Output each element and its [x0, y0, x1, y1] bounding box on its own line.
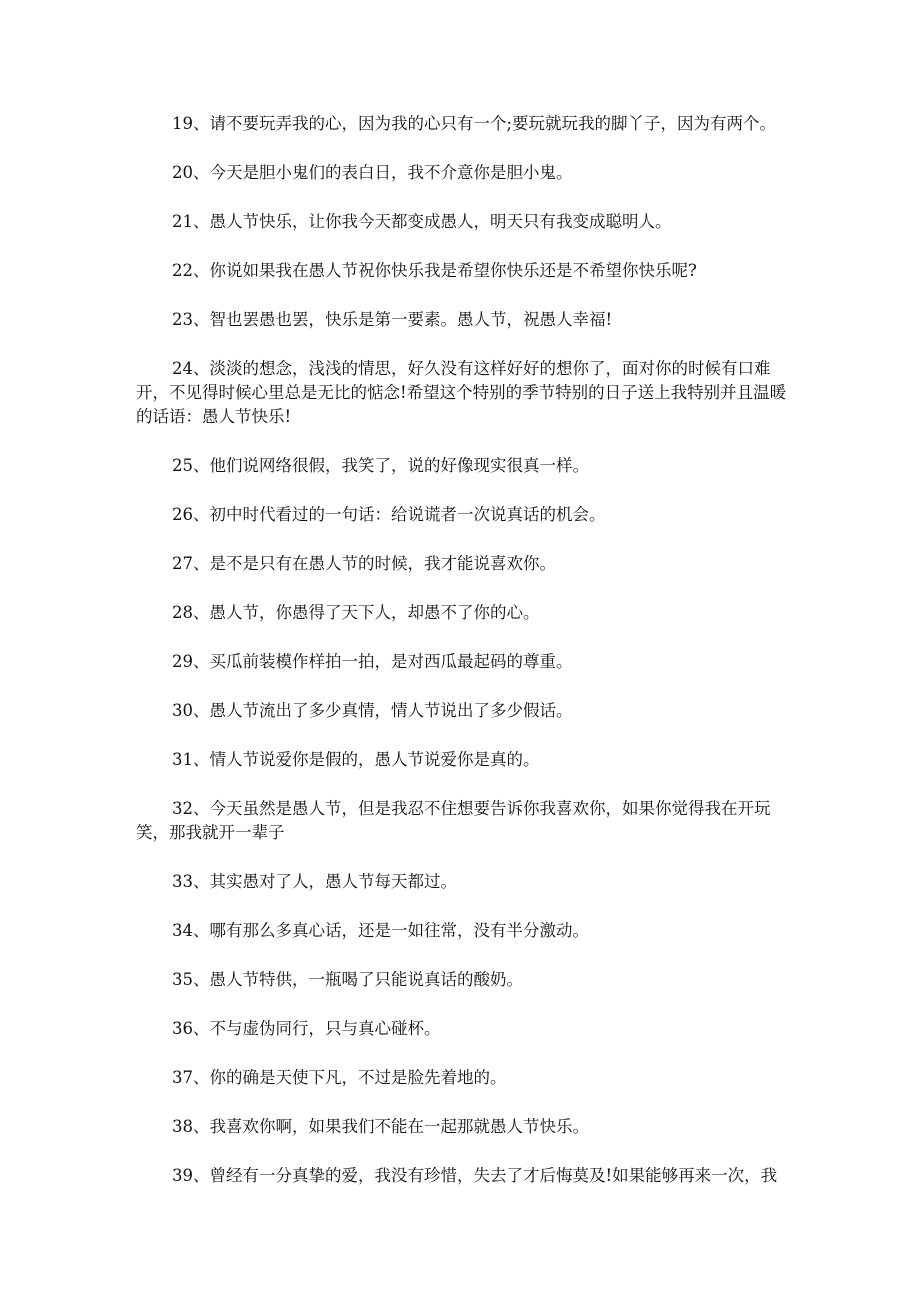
- paragraph-37: 37、你的确是天使下凡，不过是脸先着地的。: [172, 1068, 507, 1087]
- paragraph-30: 30、愚人节流出了多少真情，情人节说出了多少假话。: [172, 701, 573, 720]
- paragraph-33: 33、其实愚对了人，愚人节每天都过。: [172, 872, 457, 891]
- paragraph-31: 31、情人节说爱你是假的，愚人节说爱你是真的。: [172, 750, 540, 769]
- paragraph-26: 26、初中时代看过的一句话：给说谎者一次说真话的机会。: [172, 505, 606, 524]
- paragraph-39: 39、曾经有一分真挚的爱，我没有珍惜，失去了才后悔莫及!如果能够再来一次，我: [172, 1166, 778, 1185]
- paragraph-27: 27、是不是只有在愚人节的时候，我才能说喜欢你。: [172, 554, 556, 573]
- paragraph-35: 35、愚人节特供，一瓶喝了只能说真话的酸奶。: [172, 970, 523, 989]
- paragraph-23: 23、智也罢愚也罢，快乐是第一要素。愚人节，祝愚人幸福!: [172, 310, 613, 329]
- paragraph-19: 19、请不要玩弄我的心，因为我的心只有一个;要玩就玩我的脚丫子，因为有两个。: [172, 114, 777, 133]
- paragraph-24: 24、淡淡的想念，浅浅的情思，好久没有这样好好的想你了，面对你的时候有口难开，不见得时候心里总是无比的惦念!希望这个特别的季节特别的日子送上我特别并且温暖的话语：愚人节快乐!: [136, 359, 787, 426]
- paragraph-28: 28、愚人节，你愚得了天下人，却愚不了你的心。: [172, 603, 540, 622]
- document-body: [136, 112, 796, 1188]
- paragraph-25: 25、他们说网络很假，我笑了，说的好像现实很真一样。: [172, 456, 589, 475]
- paragraph-34: 34、哪有那么多真心话，还是一如往常，没有半分激动。: [172, 921, 589, 940]
- paragraph-22: 22、你说如果我在愚人节祝你快乐我是希望你快乐还是不希望你快乐呢?: [172, 261, 697, 280]
- paragraph-32: 32、今天虽然是愚人节，但是我忍不住想要告诉你我喜欢你，如果你觉得我在开玩笑，那我就开一辈子: [136, 799, 771, 842]
- paragraph-38: 38、我喜欢你啊，如果我们不能在一起那就愚人节快乐。: [172, 1117, 589, 1136]
- paragraph-20: 20、今天是胆小鬼们的表白日，我不介意你是胆小鬼。: [172, 163, 573, 182]
- paragraph-29: 29、买瓜前装模作样拍一拍，是对西瓜最起码的尊重。: [172, 652, 573, 671]
- paragraph-21: 21、愚人节快乐，让你我今天都变成愚人，明天只有我变成聪明人。: [172, 212, 672, 231]
- paragraph-36: 36、不与虚伪同行，只与真心碰杯。: [172, 1019, 441, 1038]
